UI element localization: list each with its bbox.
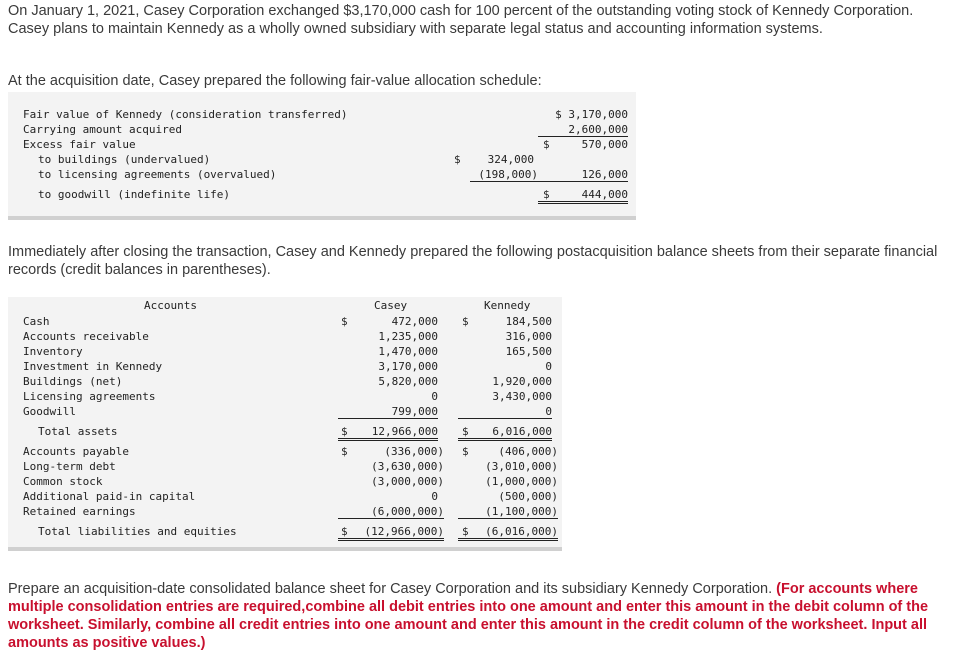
instructions (8, 580, 943, 652)
alloc-label-4: to licensing agreements (overvalued) (38, 168, 277, 181)
casey-sym-13: $ (341, 525, 348, 538)
casey-val-3: 3,170,000 (378, 360, 438, 373)
alloc-col1-3: 324,000 (487, 153, 534, 166)
row-label-9: Long-term debt (23, 460, 116, 473)
kennedy-sym-0: $ (462, 315, 469, 328)
casey-val-12: (6,000,000) (338, 505, 444, 519)
row-label-2: Inventory (23, 345, 83, 358)
row-label-10: Common stock (23, 475, 103, 488)
alloc-col2-4: 126,000 (538, 168, 628, 182)
balance-sheet-table (8, 297, 562, 547)
instructions-emphasis: (For accounts where multiple consolidation entries are required,combine all debit entries into one amount and enter this amount in the debit column of the worksheet. Similarly, combine all credit entries into one amount and enter this amount in the credit column of the worksheet. Input all amounts as positive values.) (8, 581, 929, 651)
casey-val-13: (12,966,000) (338, 525, 444, 541)
alloc-col1-sym-3: $ (454, 153, 461, 166)
casey-sym-0: $ (341, 315, 348, 328)
casey-val-1: 1,235,000 (378, 330, 438, 343)
row-label-7: Total assets (38, 425, 118, 438)
casey-sym-8: $ (341, 445, 348, 458)
row-label-1: Accounts receivable (23, 330, 149, 343)
instructions-lead: Prepare an acquisition-date consolidated balance sheet for Casey Corporation and its subsidiary Kennedy Corporation. (8, 581, 773, 597)
casey-val-11: 0 (431, 490, 438, 503)
kennedy-val-7: 6,016,000 (458, 425, 552, 441)
kennedy-val-5: 3,430,000 (492, 390, 552, 403)
alloc-col2-1: 2,600,000 (538, 123, 628, 137)
casey-val-9: (3,630,000) (371, 460, 444, 473)
kennedy-val-2: 165,500 (505, 345, 552, 358)
row-label-12: Retained earnings (23, 505, 136, 518)
alloc-col2-sym-2: $ (543, 138, 550, 151)
kennedy-sym-13: $ (462, 525, 469, 538)
casey-val-7: 12,966,000 (338, 425, 438, 441)
header-accounts: Accounts (144, 299, 197, 312)
balance-intro: Immediately after closing the transaction, Casey and Kennedy prepared the following postacquisition balance sheets from their separate financial records (credit balances in parentheses). (8, 244, 938, 278)
row-label-3: Investment in Kennedy (23, 360, 163, 373)
row-label-0: Cash (23, 315, 50, 328)
kennedy-val-0: 184,500 (505, 315, 552, 328)
kennedy-val-1: 316,000 (505, 330, 552, 343)
alloc-col1-4: (198,000) (470, 168, 538, 182)
casey-val-5: 0 (431, 390, 438, 403)
kennedy-val-10: (1,000,000) (485, 475, 558, 488)
alloc-label-5: to goodwill (indefinite life) (38, 188, 231, 201)
alloc-label-1: Carrying amount acquired (23, 123, 182, 136)
casey-val-4: 5,820,000 (378, 375, 438, 388)
header-casey: Casey (374, 299, 408, 312)
balance-table-bar (8, 547, 562, 551)
casey-val-8: (336,000) (384, 445, 444, 458)
kennedy-val-4: 1,920,000 (492, 375, 552, 388)
allocation-intro: At the acquisition date, Casey prepared the following fair-value allocation schedule: (8, 73, 542, 89)
kennedy-val-9: (3,010,000) (485, 460, 558, 473)
allocation-table (8, 92, 636, 216)
alloc-label-3: to buildings (undervalued) (38, 153, 211, 166)
row-label-8: Accounts payable (23, 445, 129, 458)
header-kennedy: Kennedy (484, 299, 531, 312)
kennedy-val-3: 0 (545, 360, 552, 373)
intro-paragraph: On January 1, 2021, Casey Corporation exchanged $3,170,000 cash for 100 percent of the outstanding voting stock of Kennedy Corporation. Casey plans to maintain Kennedy as a wholly owned subsidiary with separate legal status and accounting information systems. (8, 3, 914, 37)
casey-sym-7: $ (341, 425, 348, 438)
allocation-table-bar (8, 216, 636, 220)
alloc-col2-0: $ 3,170,000 (555, 108, 628, 121)
row-label-13: Total liabilities and equities (38, 525, 237, 538)
row-label-6: Goodwill (23, 405, 76, 418)
kennedy-sym-7: $ (462, 425, 469, 438)
casey-val-10: (3,000,000) (371, 475, 444, 488)
row-label-11: Additional paid-in capital (23, 490, 196, 503)
kennedy-val-12: (1,100,000) (458, 505, 558, 519)
kennedy-val-13: (6,016,000) (458, 525, 558, 541)
casey-val-6: 799,000 (338, 405, 438, 419)
kennedy-val-6: 0 (458, 405, 552, 419)
kennedy-val-11: (500,000) (498, 490, 558, 503)
alloc-col2-sym-5: $ (543, 188, 550, 201)
row-label-4: Buildings (net) (23, 375, 123, 388)
kennedy-val-8: (406,000) (498, 445, 558, 458)
row-label-5: Licensing agreements (23, 390, 156, 403)
casey-val-2: 1,470,000 (378, 345, 438, 358)
alloc-label-2: Excess fair value (23, 138, 136, 151)
kennedy-sym-8: $ (462, 445, 469, 458)
alloc-col2-5: 444,000 (538, 188, 628, 204)
casey-val-0: 472,000 (391, 315, 438, 328)
alloc-label-0: Fair value of Kennedy (consideration transferred) (23, 108, 348, 121)
alloc-col2-2: 570,000 (581, 138, 628, 151)
